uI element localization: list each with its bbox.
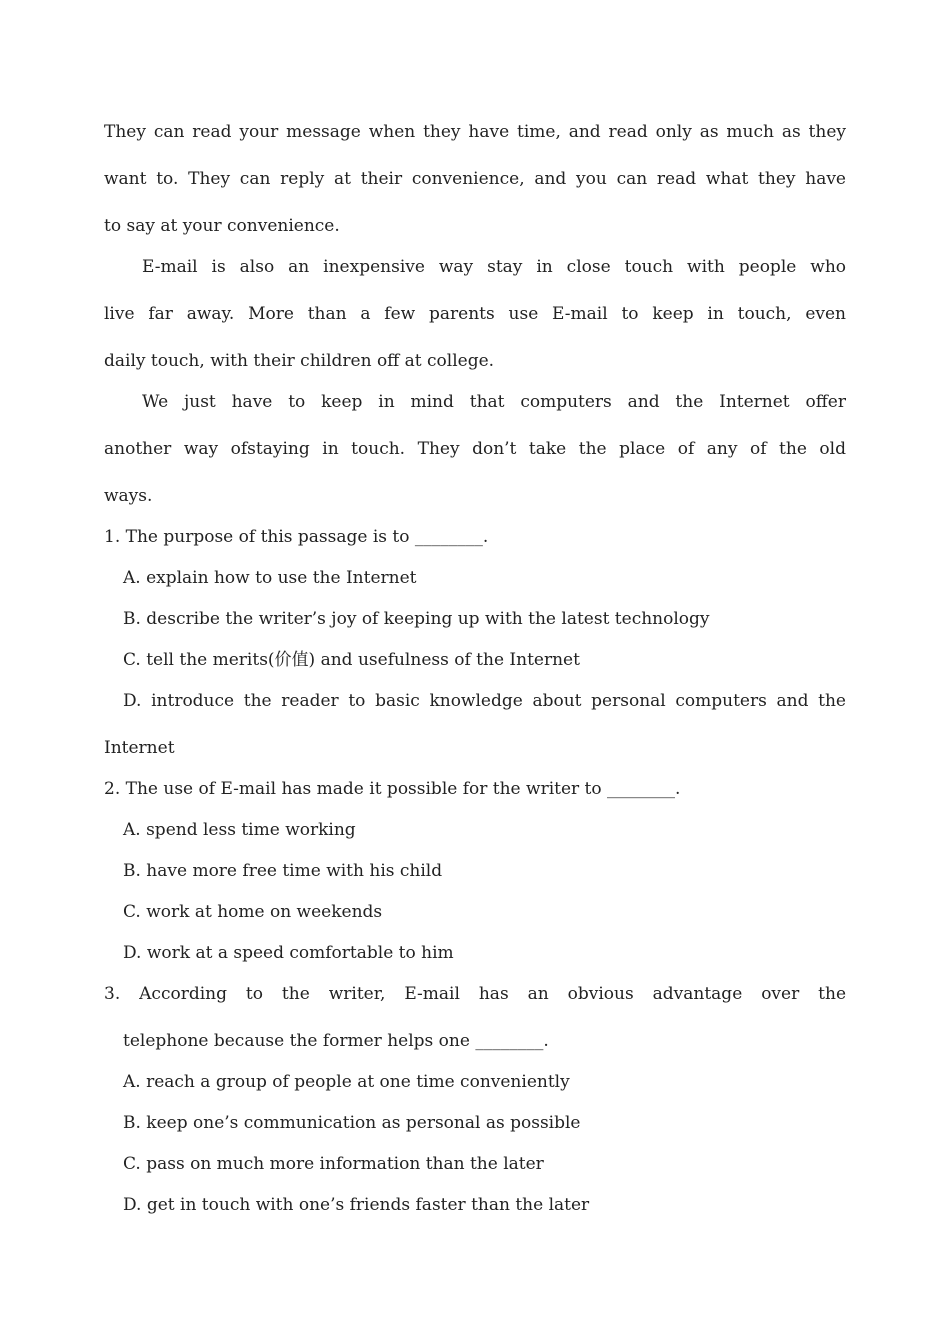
passage-line: They can read your message when they have time, and read only as much as they <box>104 122 846 142</box>
answer-option: C. tell the merits(价值) and usefulness of the Internet <box>123 650 580 670</box>
passage-line: daily touch, with their children off at college. <box>104 351 495 371</box>
question-stem-continuation: telephone because the former helps one ________. <box>123 1031 549 1051</box>
passage-line: ways. <box>104 486 153 506</box>
passage-line: We just have to keep in mind that computers and the Internet offer <box>142 392 846 412</box>
answer-option: B. have more free time with his child <box>123 861 443 881</box>
answer-option: A. spend less time working <box>123 820 356 840</box>
passage-line: another way ofstaying in touch. They don’t take the place of any of the old <box>104 439 846 459</box>
question-stem: 2. The use of E-mail has made it possible for the writer to ________. <box>104 779 681 799</box>
answer-option: D. get in touch with one’s friends faster than the later <box>123 1195 590 1215</box>
answer-option-continuation: Internet <box>104 738 175 758</box>
answer-option: D. work at a speed comfortable to him <box>123 943 454 963</box>
answer-option: D. introduce the reader to basic knowledge about personal computers and the <box>123 691 846 711</box>
passage-line: to say at your convenience. <box>104 216 340 236</box>
answer-option: C. pass on much more information than the later <box>123 1154 544 1174</box>
passage-line: live far away. More than a few parents use E-mail to keep in touch, even <box>104 304 846 324</box>
answer-option: A. reach a group of people at one time conveniently <box>123 1072 570 1092</box>
question-stem: 3. According to the writer, E-mail has an obvious advantage over the <box>104 984 846 1004</box>
answer-option: A. explain how to use the Internet <box>123 568 417 588</box>
answer-option: B. describe the writer’s joy of keeping up with the latest technology <box>123 609 710 629</box>
answer-option: C. work at home on weekends <box>123 902 383 922</box>
answer-option: B. keep one’s communication as personal as possible <box>123 1113 581 1133</box>
question-stem: 1. The purpose of this passage is to ________. <box>104 527 489 547</box>
passage-line: E-mail is also an inexpensive way stay in close touch with people who <box>142 257 846 277</box>
passage-line: want to. They can reply at their convenience, and you can read what they have <box>104 169 846 189</box>
